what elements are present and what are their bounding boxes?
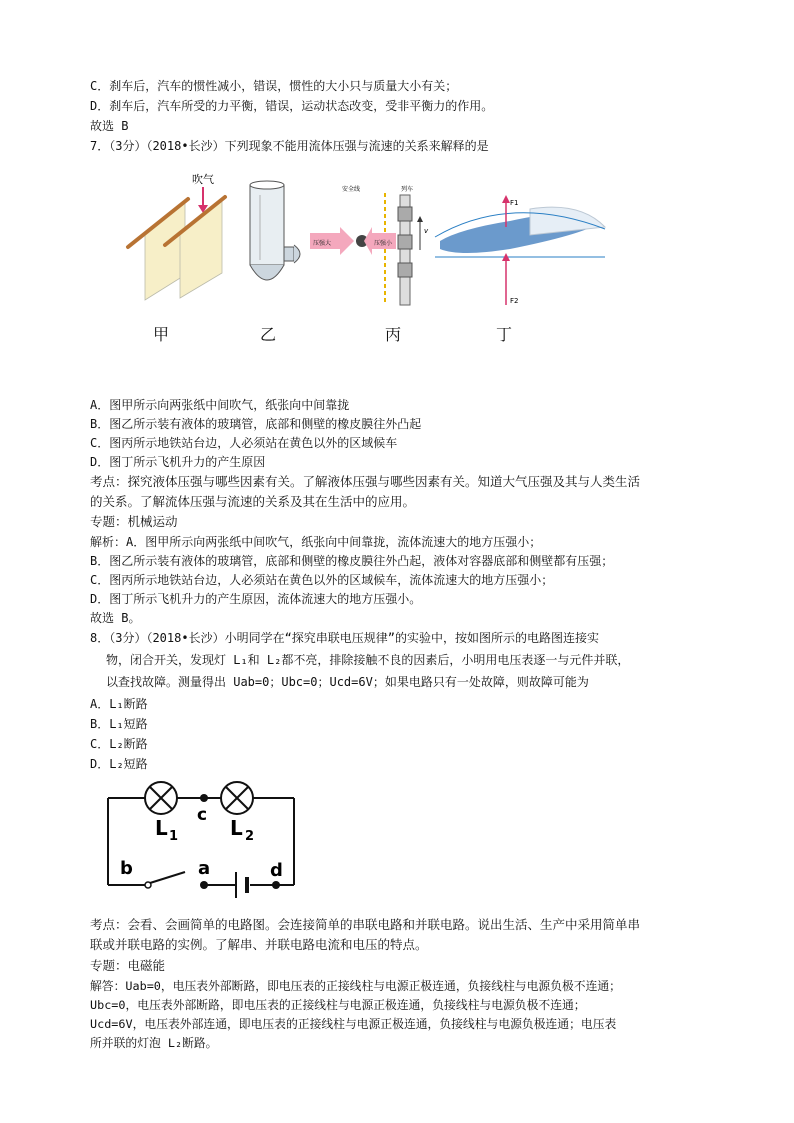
node-d: [272, 881, 280, 889]
q8-option-d: D．L₂短路: [90, 757, 148, 771]
low-pressure-arrow-head: [364, 227, 372, 255]
train-car-3: [398, 263, 412, 277]
figure-ding: [435, 195, 605, 305]
caption-ding: 丁: [496, 325, 513, 344]
label-d: d: [270, 860, 283, 881]
label-l1-sub: 1: [169, 829, 179, 844]
high-pressure-arrow-head: [340, 227, 354, 255]
q7-kaodian-1: 考点：探究液体压强与哪些因素有关。了解液体压强与哪些因素有关。知道大气压强及其与人类生活: [90, 474, 641, 489]
q7-figure: [110, 165, 630, 315]
high-pressure-label: 压强大: [313, 240, 332, 247]
force-f1-arrow-head: [502, 195, 510, 203]
q8-option-a: A．L₁断路: [90, 697, 148, 711]
q8-stem-3: 以查找故障。测量得出 Uab=0；Ubc=0；Ucd=6V；如果电路只有一处故障，则故障可能为: [106, 675, 589, 689]
q8-kaodian-2: 联或并联电路的实例。了解串、并联电路电流和电压的特点。: [90, 937, 428, 952]
switch-contact: [145, 882, 151, 888]
velocity-arrow-head: [417, 216, 423, 222]
q8-kaodian-1: 考点：会看、会画简单的电路图。会连接简单的串联电路和并联电路。说出生活、生产中采用简单串: [90, 917, 641, 932]
q7-option-c: C．图丙所示地铁站台边，人必须站在黄色以外的区域候车: [90, 436, 398, 450]
force-f1-label: F1: [510, 199, 519, 207]
q7-zhuanti: 专题：机械运动: [90, 514, 178, 529]
wing-flap: [530, 207, 605, 235]
label-c: c: [197, 805, 208, 825]
q7-answer: 故选 B。: [90, 611, 141, 625]
figure-yi: [250, 181, 300, 280]
q7-option-a: A．图甲所示向两张纸中间吹气，纸张向中间靠拢: [90, 398, 350, 412]
q8-jieda-1: 解答：Uab=0，电压表外部断路，即电压表的正接线柱与电源正极连通，负接线柱与电源负极不连通；: [90, 979, 621, 993]
q6-answer: 故选 B: [90, 119, 129, 133]
blow-label: 吹气: [192, 173, 214, 186]
q8-option-c: C．L₂断路: [90, 737, 148, 751]
q7-jiexi-c: C．图丙所示地铁站台边，人必须站在黄色以外的区域候车，流体流速大的地方压强小；: [90, 573, 554, 587]
train-label: 列车: [401, 186, 414, 193]
side-membrane: [294, 245, 300, 263]
low-pressure-label: 压强小: [374, 240, 393, 247]
safety-line-label: 安全线: [342, 186, 361, 193]
train-car-2: [398, 235, 412, 249]
q8-jieda-2: Ubc=0，电压表外部断路，即电压表的正接线柱与电源正极连通，负接线柱与电源负极不连通；: [90, 998, 586, 1012]
node-a: [200, 881, 208, 889]
label-b: b: [120, 858, 133, 879]
q8-jieda-3: Ucd=6V，电压表外部连通，即电压表的正接线柱与电源正极连通，负接线柱与电源负极连通；电压表: [90, 1017, 617, 1031]
q7-jiexi-d: D．图丁所示飞机升力的产生原因，流体流速大的地方压强小。: [90, 592, 422, 606]
q8-zhuanti: 专题：电磁能: [90, 958, 166, 973]
q7-option-d: D．图丁所示飞机升力的产生原因: [90, 455, 266, 469]
label-a: a: [198, 858, 211, 879]
caption-yi: 乙: [260, 325, 277, 344]
label-l2-sub: 2: [245, 829, 255, 844]
figure-bing: [310, 185, 429, 305]
glass-tube: [250, 185, 284, 265]
caption-bing: 丙: [385, 325, 402, 344]
train-car-1: [398, 207, 412, 221]
label-l2: L: [230, 816, 243, 840]
caption-jia: 甲: [153, 325, 170, 344]
q8-jieda-4: 所并联的灯泡 L₂断路。: [90, 1036, 218, 1050]
q7-stem: 7．（3分）（2018•长沙）下列现象不能用流体压强与流速的关系来解释的是: [90, 139, 489, 153]
velocity-label: v: [424, 227, 429, 235]
q7-option-b: B．图乙所示装有液体的玻璃管，底部和侧壁的橡皮膜往外凸起: [90, 417, 422, 431]
q7-jiexi-a: 解析：A．图甲所示向两张纸中间吹气，纸张向中间靠拢，流体流速大的地方压强小；: [90, 535, 542, 549]
figure-jia: [128, 172, 225, 300]
q6-option-d: D．刹车后，汽车所受的力平衡，错误，运动状态改变，受非平衡力的作用。: [90, 99, 494, 113]
tube-top: [250, 181, 284, 189]
q7-jiexi-b: B．图乙所示装有液体的玻璃管，底部和侧壁的橡皮膜往外凸起，液体对容器底部和侧壁都有压强；: [90, 554, 614, 568]
force-f2-label: F2: [510, 297, 519, 305]
q8-stem-2: 物，闭合开关，发现灯 L₁和 L₂都不亮，排除接触不良的因素后，小明用电压表逐一与元件并联，: [106, 653, 630, 667]
q8-circuit-diagram: [100, 780, 310, 900]
side-outlet: [284, 247, 294, 261]
node-c: [200, 794, 208, 802]
q6-option-c: C．刹车后，汽车的惯性减小，错误，惯性的大小只与质量大小有关；: [90, 79, 458, 93]
q7-kaodian-2: 的关系。了解流体压强与流速的关系及其在生活中的应用。: [90, 494, 416, 509]
bottom-membrane: [250, 265, 284, 280]
q8-stem-1: 8．（3分）（2018•长沙）小明同学在“探究串联电压规律”的实验中，按如图所示的电路图连接实: [90, 631, 600, 645]
label-l1: L: [155, 816, 168, 840]
switch-lever: [150, 872, 185, 883]
q8-option-b: B．L₁短路: [90, 717, 148, 731]
